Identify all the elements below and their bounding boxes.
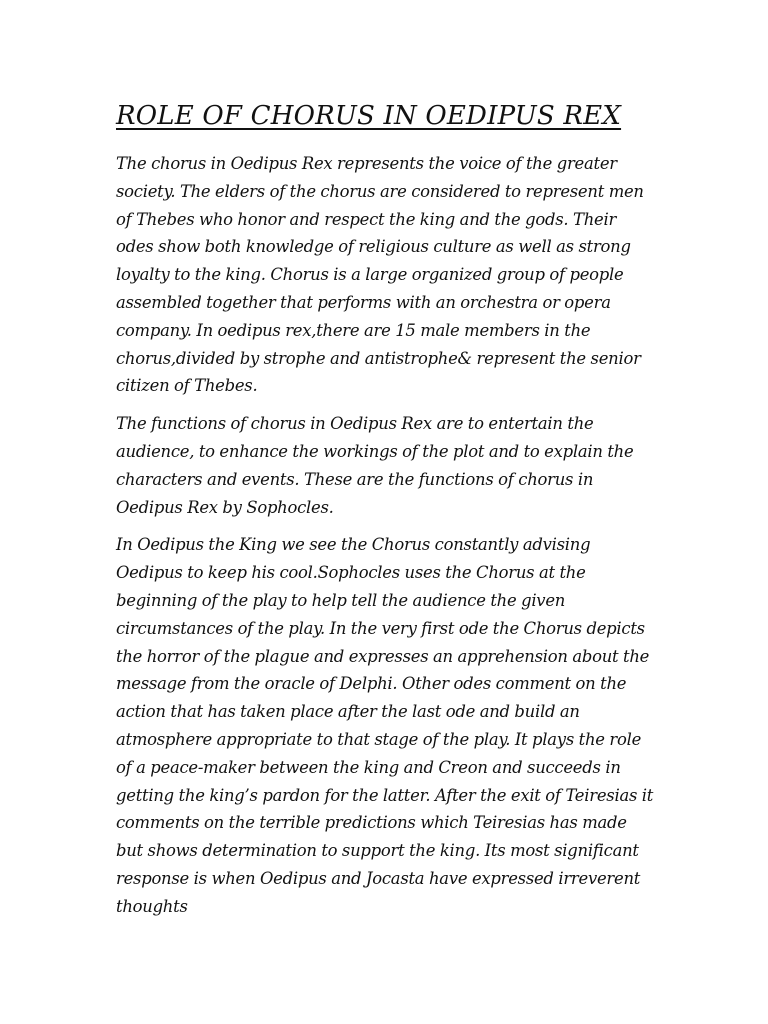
document-title: ROLE OF CHORUS IN OEDIPUS REX <box>116 101 622 131</box>
paragraph-chorus-voice: The chorus in Oedipus Rex represents the voice of the greater society. The elders of the chorus are considered to represent men of Thebes who honor and respect the king and the gods. Their odes show both knowledge of religious culture as well as strong loyalty to the king. Chorus is a large organized group of people assembled together that performs with an orchestra or opera company. In oedipus rex,there are 15 male members in the chorus,divided by strophe and antistrophe& represent the senior citizen of Thebes. <box>116 154 644 396</box>
document-page <box>116 96 656 931</box>
paragraph-chorus-functions: The functions of chorus in Oedipus Rex are to entertain the audience, to enhance the workings of the plot and to explain the characters and events. These are the functions of chorus in Oedipus Rex by Sophocles. <box>116 414 634 517</box>
paragraph-chorus-in-play: In Oedipus the King we see the Chorus constantly advising Oedipus to keep his cool.Sophocles uses the Chorus at the beginning of the play to help tell the audience the given circumstances of the play. In the very first ode the Chorus depicts the horror of the plague and expresses an apprehension about the message from the oracle of Delphi. Other odes comment on the action that has taken place after the last ode and build an atmosphere appropriate to that stage of the play. It plays the role of a peace-maker between the king and Creon and succeeds in getting the king’s pardon for the latter. After the exit of Teiresias it comments on the terrible predictions which Teiresias has made but shows determination to support the king. Its most significant response is when Oedipus and Jocasta have expressed irreverent thoughts <box>116 535 654 916</box>
